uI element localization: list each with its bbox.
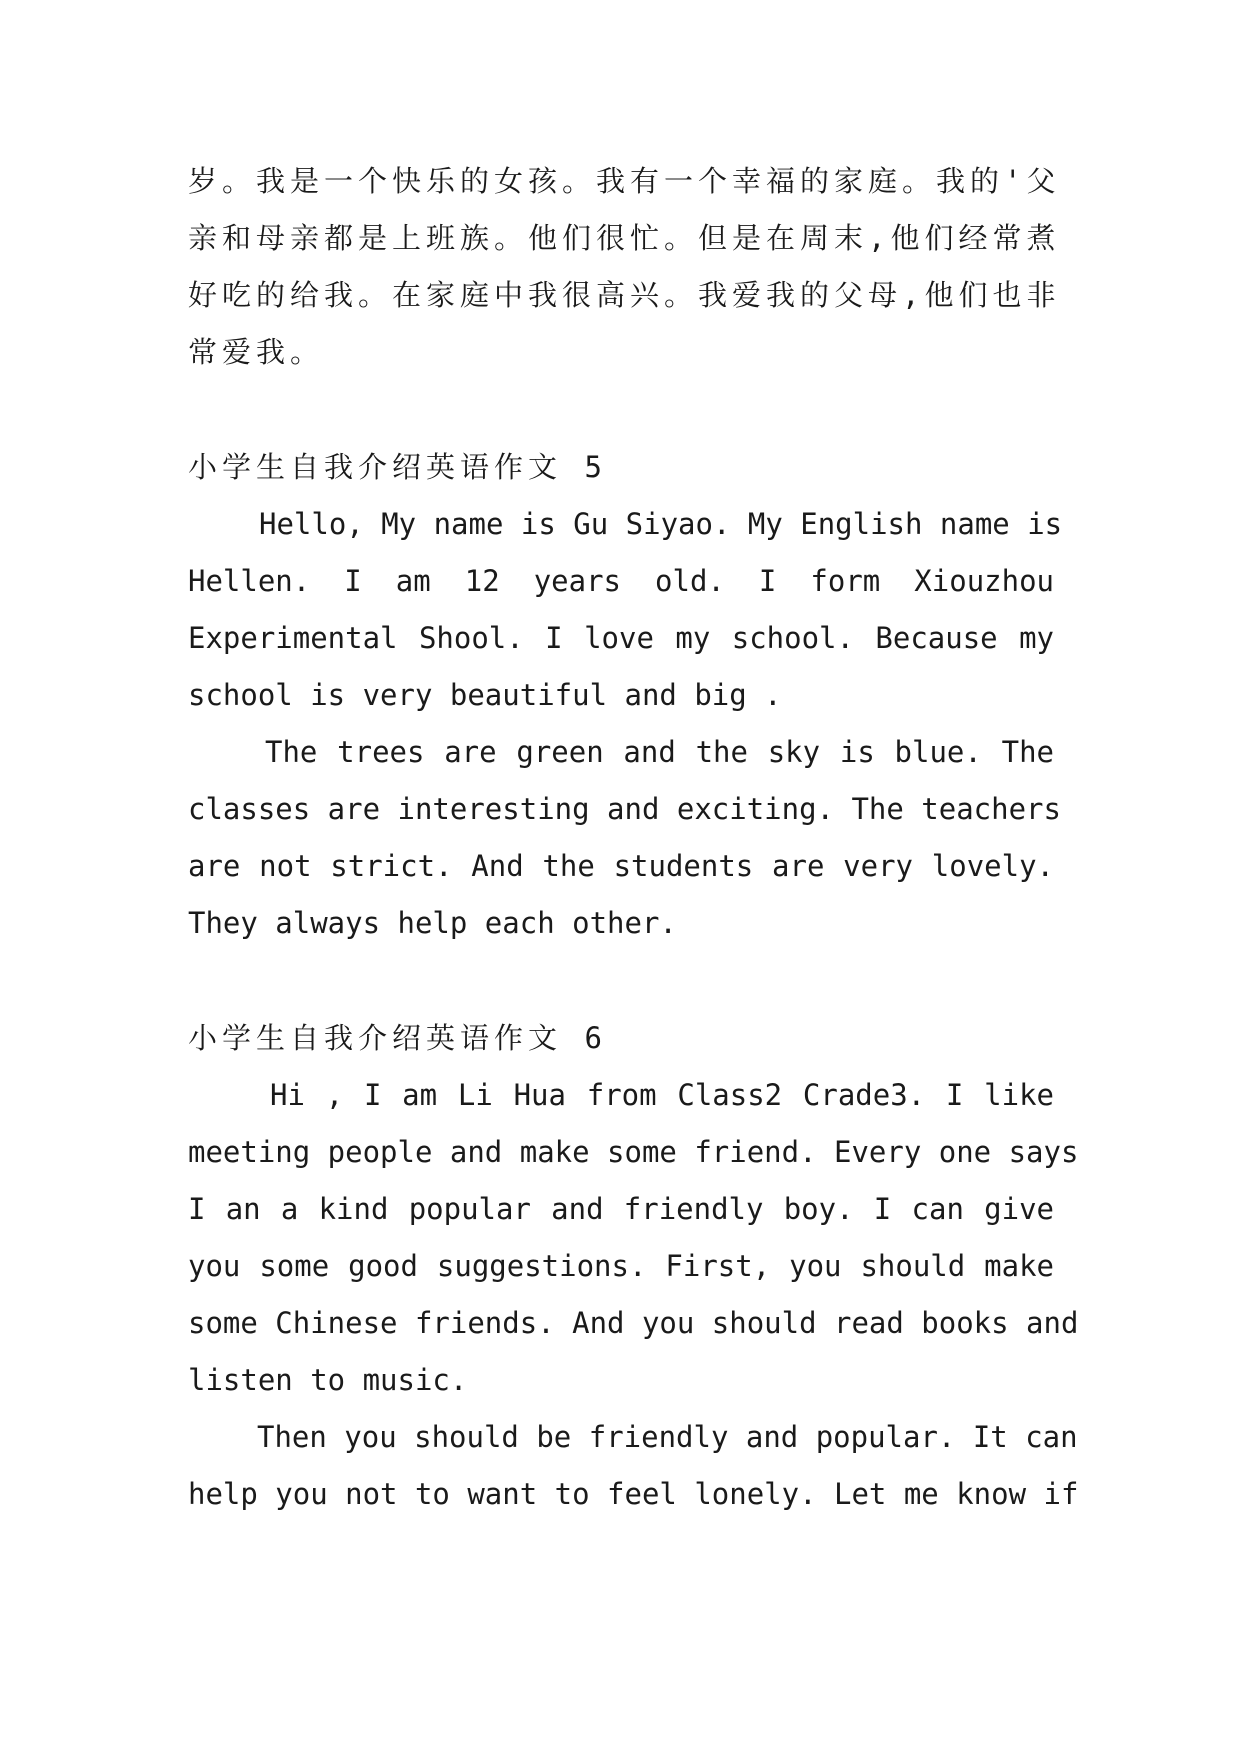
section-6-para1-line-1: Hi , I am Li Hua from Class2 Crade3. I like: [270, 1078, 1054, 1112]
intro-line-3: 好吃的给我。在家庭中我很高兴。我爱我的父母,他们也非: [188, 278, 1061, 312]
section-6-para1-line-5: some Chinese friends. And you should read books and: [188, 1306, 1079, 1340]
section-5-para1-line-2: Hellen. I am 12 years old. I form Xiouzhou: [188, 564, 1054, 598]
section-5-para2-line-4: They always help each other.: [188, 906, 677, 940]
section-6-para1-line-6: listen to music.: [188, 1363, 468, 1397]
section-5-para2-line-2: classes are interesting and exciting. The teachers: [188, 792, 1061, 826]
section-6-para1-line-2: meeting people and make some friend. Every one says: [188, 1135, 1079, 1169]
section-6-para1-line-3: I an a kind popular and friendly boy. I can give: [188, 1192, 1054, 1226]
section-5-heading: 小学生自我介绍英语作文 5: [188, 450, 607, 484]
section-5-para1-line-4: school is very beautiful and big .: [188, 678, 782, 712]
section-5-para2-line-3: are not strict. And the students are very lovely.: [188, 849, 1054, 883]
section-6-para2-line-1: Then you should be friendly and popular. It can: [257, 1420, 1078, 1454]
section-5-para1-line-1: Hello, My name is Gu Siyao. My English name is: [259, 507, 1063, 541]
section-6-heading: 小学生自我介绍英语作文 6: [188, 1021, 607, 1055]
section-5-para1-line-3: Experimental Shool. I love my school. Because my: [188, 621, 1054, 655]
intro-line-1: 岁。我是一个快乐的女孩。我有一个幸福的家庭。我的'父: [188, 164, 1061, 198]
intro-line-4: 常爱我。: [188, 335, 325, 369]
intro-line-2: 亲和母亲都是上班族。他们很忙。但是在周末,他们经常煮: [188, 221, 1061, 255]
section-5-para2-line-1: The trees are green and the sky is blue. The: [265, 735, 1054, 769]
section-6-para1-line-4: you some good suggestions. First, you should make: [188, 1249, 1054, 1283]
section-6-para2-line-2: help you not to want to feel lonely. Let me know if: [188, 1477, 1079, 1511]
